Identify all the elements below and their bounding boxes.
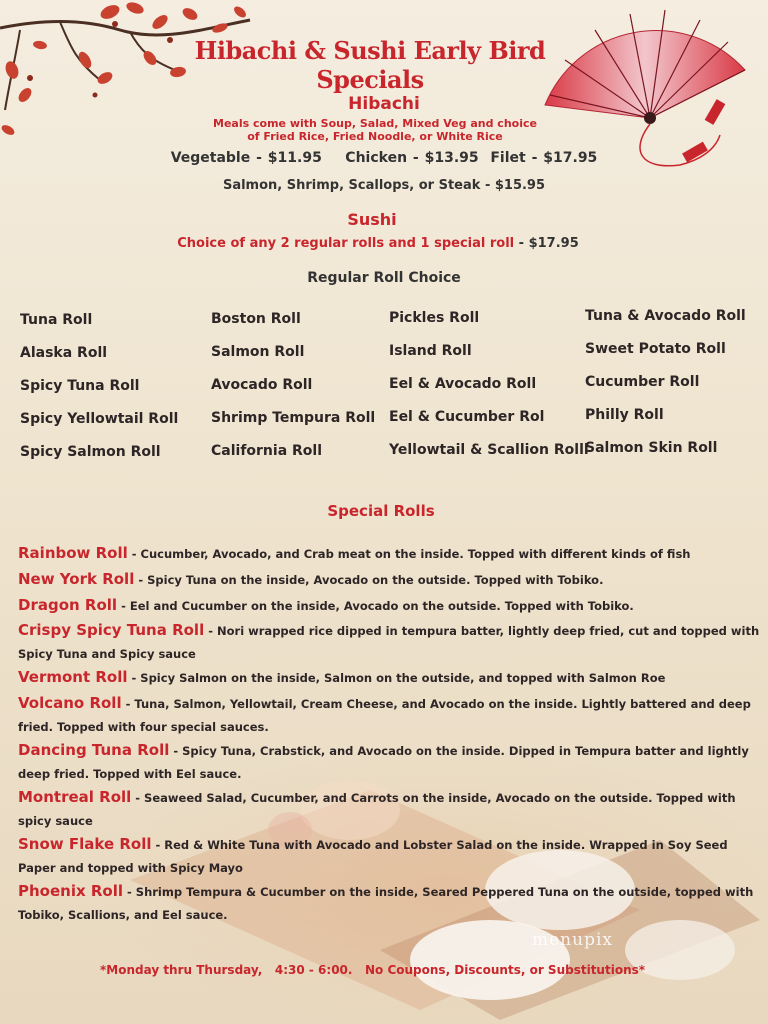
hibachi-prices-line-1: Vegetable - $11.95 Chicken - $13.95 Filet - $17.95 [170, 150, 598, 166]
special-roll-item [18, 880, 762, 927]
special-roll-item [18, 692, 762, 739]
regular-roll-item: Philly Roll [585, 407, 664, 423]
menupix-watermark: menupix [532, 930, 613, 950]
special-roll-name: Dragon Roll [18, 596, 118, 614]
special-roll-desc: - Spicy Tuna on the inside, Avocado on the outside. Topped with Tobiko. [134, 573, 604, 587]
regular-roll-item: Cucumber Roll [585, 374, 700, 390]
special-roll-item [18, 739, 762, 786]
sushi-description-text: Choice of any 2 regular rolls and 1 special roll [177, 236, 515, 251]
footer-note: *Monday thru Thursday, 4:30 - 6:00. No Coupons, Discounts, or Substitutions* [100, 963, 646, 977]
special-rolls-heading: Special Rolls [327, 502, 435, 520]
special-roll-name: Vermont Roll [18, 668, 128, 686]
regular-roll-item: Tuna & Avocado Roll [585, 308, 746, 324]
regular-roll-heading: Regular Roll Choice [307, 270, 461, 286]
special-roll-name: Montreal Roll [18, 788, 132, 806]
sushi-heading: Sushi [347, 210, 397, 229]
special-roll-desc: - Seaweed Salad, Cucumber, and Carrots on the inside, Avocado on the outside. Topped with spicy sauce [18, 791, 736, 828]
special-roll-name: Crispy Spicy Tuna Roll [18, 621, 205, 639]
special-roll-name: Volcano Roll [18, 694, 122, 712]
special-roll-name: New York Roll [18, 570, 135, 588]
special-roll-item [18, 594, 762, 618]
special-roll-name: Dancing Tuna Roll [18, 741, 170, 759]
special-roll-desc: - Cucumber, Avocado, and Crab meat on the inside. Topped with different kinds of fish [127, 547, 691, 561]
regular-roll-item: Spicy Yellowtail Roll [20, 411, 179, 427]
hibachi-description-line-2: of Fried Rice, Fried Noodle, or White Rice [247, 130, 503, 143]
special-roll-desc: - Shrimp Tempura & Cucumber on the inside, Seared Peppered Tuna on the outside, topped with Tobiko, Scallions, and Eel sauce. [18, 885, 754, 922]
regular-roll-item: Tuna Roll [20, 312, 93, 328]
special-roll-desc: - Nori wrapped rice dipped in tempura batter, lightly deep fried, cut and topped with Spicy Tuna and Spicy sauce [18, 624, 760, 661]
special-roll-desc: - Eel and Cucumber on the inside, Avocado on the outside. Topped with Tobiko. [117, 599, 634, 613]
regular-roll-item: Pickles Roll [389, 310, 480, 326]
regular-roll-item: California Roll [211, 443, 323, 459]
regular-roll-item: Alaska Roll [20, 345, 108, 361]
hibachi-description [200, 117, 550, 143]
regular-roll-item: Yellowtail & Scallion Rolll [389, 442, 589, 458]
regular-roll-item: Spicy Salmon Roll [20, 444, 161, 460]
special-roll-desc: - Spicy Salmon on the inside, Salmon on the outside, and topped with Salmon Roe [127, 671, 666, 685]
regular-roll-item: Shrimp Tempura Roll [211, 410, 376, 426]
special-roll-item [18, 833, 762, 880]
special-roll-name: Phoenix Roll [18, 882, 124, 900]
special-roll-item [18, 786, 762, 833]
regular-roll-item: Island Roll [389, 343, 472, 359]
regular-roll-item: Eel & Cucumber Rol [389, 409, 545, 425]
sushi-price: - $17.95 [514, 236, 579, 251]
special-roll-item [18, 542, 762, 566]
special-roll-desc: - Spicy Tuna, Crabstick, and Avocado on the inside. Dipped in Tempura batter and lightly deep fried. Topped with Eel sauce. [18, 744, 749, 781]
hibachi-heading: Hibachi [348, 94, 420, 114]
special-roll-item [18, 619, 762, 666]
hibachi-description-line-1: Meals come with Soup, Salad, Mixed Veg and choice [213, 117, 537, 130]
regular-roll-item: Spicy Tuna Roll [20, 378, 140, 394]
special-roll-name: Snow Flake Roll [18, 835, 152, 853]
regular-roll-item: Salmon Skin Roll [585, 440, 718, 456]
regular-roll-item: Avocado Roll [211, 377, 313, 393]
regular-roll-item: Sweet Potato Roll [585, 341, 726, 357]
hibachi-prices-line-2: Salmon, Shrimp, Scallops, or Steak - $15.95 [222, 178, 546, 193]
special-roll-desc: - Tuna, Salmon, Yellowtail, Cream Cheese, and Avocado on the inside. Lightly battered and deep fried. Topped with four special sauces. [18, 697, 751, 734]
regular-roll-item: Boston Roll [211, 311, 301, 327]
sushi-description [0, 236, 756, 251]
special-roll-desc: - Red & White Tuna with Avocado and Lobster Salad on the inside. Wrapped in Soy Seed Paper and topped with Spicy Mayo [18, 838, 728, 875]
regular-roll-item: Eel & Avocado Roll [389, 376, 537, 392]
menu-title: Hibachi & Sushi Early Bird Specials [194, 36, 546, 94]
special-roll-name: Rainbow Roll [18, 544, 128, 562]
special-roll-item [18, 666, 762, 690]
special-roll-item [18, 568, 762, 592]
regular-roll-item: Salmon Roll [211, 344, 305, 360]
